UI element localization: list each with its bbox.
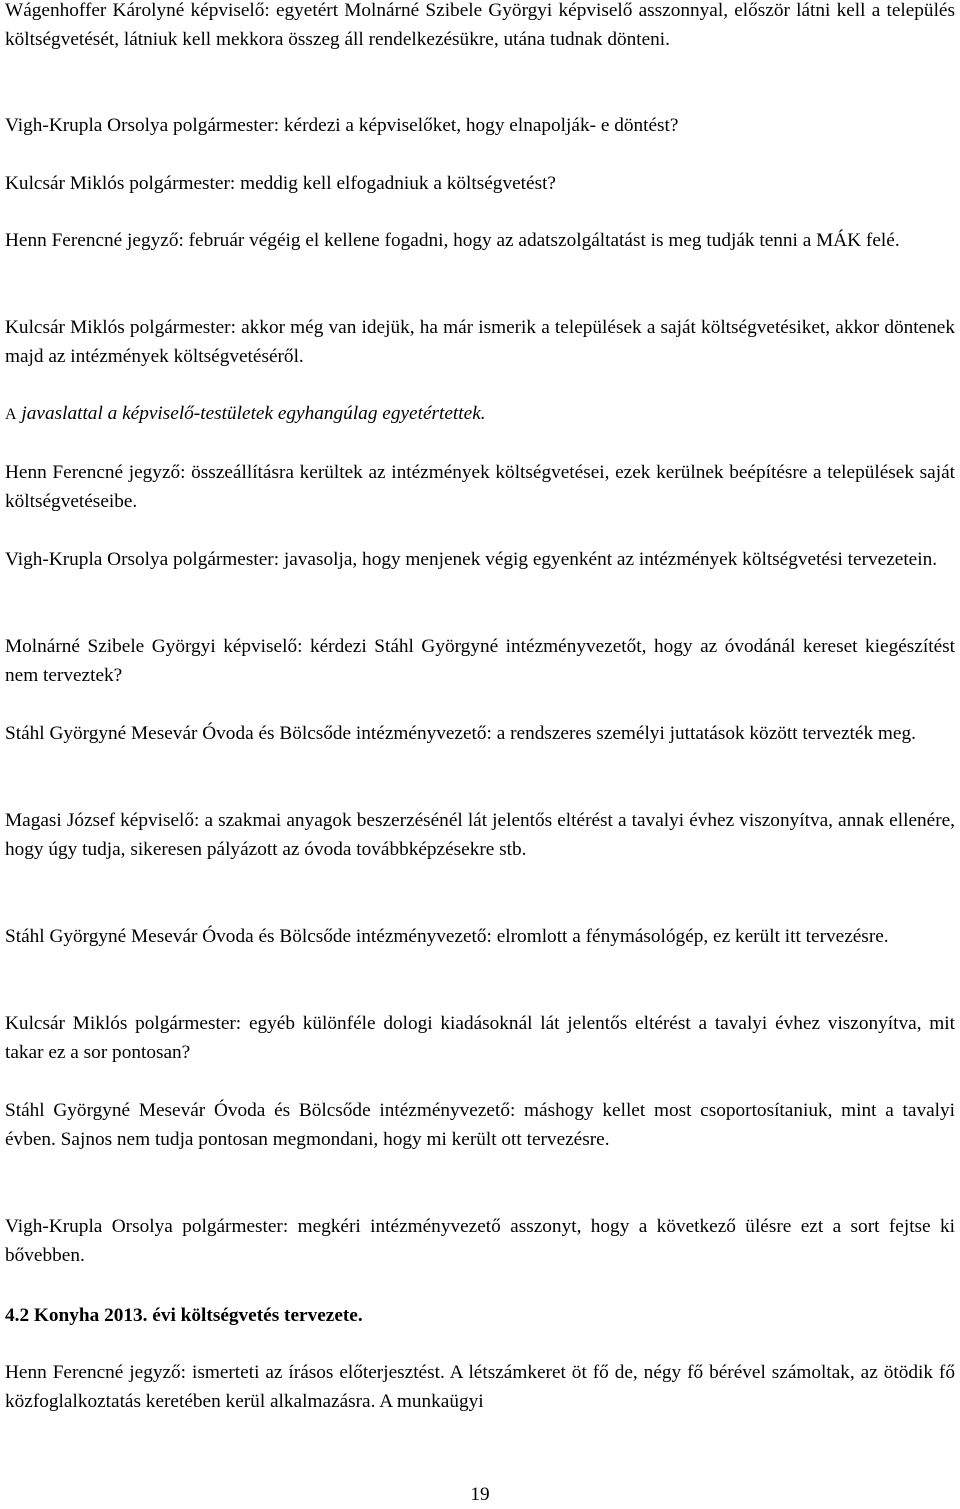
paragraph-kulcsar-1: Kulcsár Miklós polgármester: meddig kell elfogadniuk a költségvetést? <box>5 173 556 194</box>
resolution-lead: A <box>5 406 17 423</box>
resolution-text: javaslattal a képviselő-testületek egyhangúlag egyetértettek. <box>21 403 486 424</box>
paragraph-henn-3: Henn Ferencné jegyző: ismerteti az írásos előterjesztést. A létszámkeret öt fő de, négy fő bérével számoltak, az ötödik fő közfoglalkoztatás keretében kerül alkalmazásra. A munkaügyi <box>5 1362 955 1412</box>
page-number: 19 <box>470 1484 490 1505</box>
paragraph-molnarne: Molnárné Szibele Györgyi képviselő: kérdezi Stáhl Györgyné intézményvezetőt, hogy az óvodánál kereset kiegészítést nem terveztek? <box>5 636 955 686</box>
paragraph-vigh-krupla-3: Vigh-Krupla Orsolya polgármester: megkéri intézményvezető asszonyt, hogy a következő ülésre ezt a sort fejtse ki bővebben. <box>5 1216 955 1266</box>
paragraph-vigh-krupla-1: Vigh-Krupla Orsolya polgármester: kérdezi a képviselőket, hogy elnapolják- e döntést? <box>5 115 679 136</box>
paragraph-henn-2: Henn Ferencné jegyző: összeállításra kerültek az intézmények költségvetései, ezek kerülnek beépítésre a települések saját költségvetéseibe. <box>5 462 955 512</box>
section-heading: 4.2 Konyha 2013. évi költségvetés tervezete. <box>5 1305 363 1326</box>
paragraph-stahl-1: Stáhl Györgyné Mesevár Óvoda és Bölcsőde intézményvezető: a rendszeres személyi juttatások között tervezték meg. <box>5 723 916 744</box>
paragraph-magasi: Magasi József képviselő: a szakmai anyagok beszerzésénél lát jelentős eltérést a tavalyi évhez viszonyítva, annak ellenére, hogy úgy tudja, sikeresen pályázott az óvoda továbbképzésekre stb. <box>5 810 955 860</box>
paragraph-wagenhoffer: Wágenhoffer Károlyné képviselő: egyetért Molnárné Szibele Györgyi képviselő asszonnyal, először látni kell a település költségvetését, látniuk kell mekkora összeg áll rendelkezésükre, utána tudnak dönteni. <box>5 0 955 50</box>
paragraph-henn-1: Henn Ferencné jegyző: február végéig el kellene fogadni, hogy az adatszolgáltatást is meg tudják tenni a MÁK felé. <box>5 230 900 251</box>
paragraph-kulcsar-3: Kulcsár Miklós polgármester: egyéb különféle dologi kiadásoknál lát jelentős eltérést a tavalyi évhez viszonyítva, mit takar ez a sor pontosan? <box>5 1013 955 1063</box>
paragraph-vigh-krupla-2: Vigh-Krupla Orsolya polgármester: javasolja, hogy menjenek végig egyenként az intézmények költségvetési tervezetein. <box>5 549 938 570</box>
paragraph-stahl-3: Stáhl Györgyné Mesevár Óvoda és Bölcsőde intézményvezető: máshogy kellet most csoportosítaniuk, mint a tavalyi évben. Sajnos nem tudja pontosan megmondani, hogy mi került ott tervezésre. <box>5 1100 955 1150</box>
paragraph-stahl-2: Stáhl Györgyné Mesevár Óvoda és Bölcsőde intézményvezető: elromlott a fénymásológép, ez került itt tervezésre. <box>5 926 889 947</box>
resolution-statement <box>5 400 955 430</box>
paragraph-kulcsar-2: Kulcsár Miklós polgármester: akkor még van idejük, ha már ismerik a települések a saját költségvetésiket, akkor döntenek majd az intézmények költségvetéséről. <box>5 317 955 367</box>
